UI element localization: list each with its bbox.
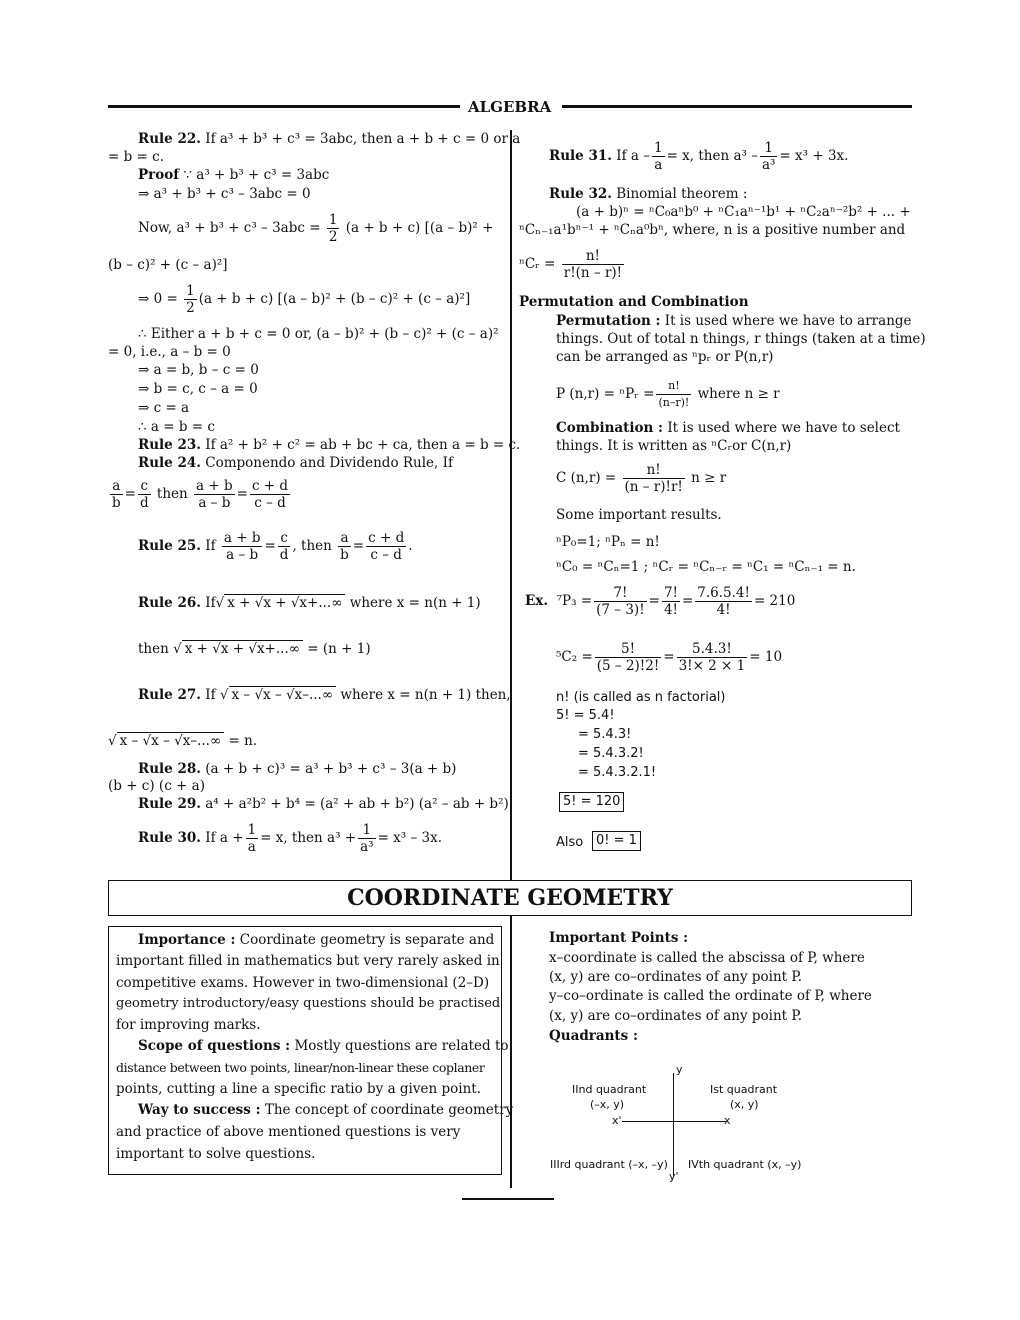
permutation-line-3: can be arranged as ⁿpᵣ or P(n,r) [556,349,774,365]
half-fraction-2: $\frac{1}{2}$ [186,283,195,316]
axis-label-x-prime: x' [612,1114,622,1127]
proof-step-2: Now, a³ + b³ + c³ – 3abc = $\frac{1}{2}$ (a + b + c) [(a – b)² + [138,212,494,245]
scope-line-2: distance between two points, linear/non-linear these coplaner [116,1060,485,1075]
result-2: ⁿC₀ = ⁿCₙ=1 ; ⁿCᵣ = ⁿCₙ₋ᵣ = ⁿC₁ = ⁿCₙ₋₁ = n. [556,559,856,575]
rule-24: Rule 24. Componendo and Dividendo Rule, If [138,455,453,471]
cnr-formula: C (n,r) = $\frac{n!}{(n - r)!r!}$ n ≥ r [556,462,727,495]
footer-rule [462,1198,554,1200]
proof-step-7: ⇒ a = b, b – c = 0 [138,362,259,378]
proof-line: Proof ∵ a³ + b³ + c³ = 3abc [138,167,330,183]
rule-31: Rule 31. If a – $\frac{1}{a}$ = x, then a³ – $\frac{1}{\text{a³}}$ = x³ + 3x. [549,140,849,173]
proof-step-8: ⇒ b = c, c – a = 0 [138,381,258,397]
rule-22-cont: = b = c. [108,149,164,165]
also-label: Also [556,835,584,850]
way-line-3: important to solve questions. [116,1146,316,1162]
header-rule-right [562,105,912,108]
column-divider-top [510,130,512,880]
proof-step-6: = 0, i.e., a – b = 0 [108,344,231,360]
permutation-def: Permutation : It is used where we have to arrange [556,313,912,329]
proof-step-1: ⇒ a³ + b³ + c³ – 3abc = 0 [138,186,311,202]
rule-24-formula: $\frac{a}{b}$ = $\frac{c}{d}$ then $\frac{a + b}{a - b}$ = $\frac{c + d}{c - d}$ [112,478,289,511]
example-2: ⁵C₂ = $\frac{5!}{(5 - 2)!2!}$ = $\frac{5.4.3!}{3!\times 2 \times 1}$ = 10 [556,641,783,674]
pnr-formula: P (n,r) = ⁿPᵣ = $\frac{n!}{(n-r)!}$ where n ≥ r [556,379,780,409]
factorial-4: = 5.4.3.2.1! [578,765,657,780]
proof-step-4: ⇒ 0 = $\frac{1}{2}$ (a + b + c) [(a – b)² + (b – c)² + (c – a)²] [138,283,471,316]
axis-label-y: y [676,1063,683,1076]
factorial-2: = 5.4.3! [578,727,632,742]
point-line-2: (x, y) are co–ordinates of any point P. [549,969,802,985]
axis-label-y-prime: y' [669,1170,679,1183]
section-title-box [108,880,912,916]
header-rule-left [108,105,460,108]
binomial-line-1: (a + b)ⁿ = ⁿC₀aⁿb⁰ + ⁿC₁aⁿ⁻¹b¹ + ⁿC₂aⁿ⁻²b² + ... + [576,204,911,220]
rule-32: Rule 32. Binomial theorem : [549,186,748,202]
rule-23: Rule 23. If a² + b² + c² = ab + bc + ca, then a = b = c. [138,437,521,453]
axis-horizontal [622,1121,726,1122]
way-line-1: Way to success : The concept of coordinate geometry [138,1102,514,1118]
proof-step-9: ⇒ c = a [138,400,190,416]
way-line-2: and practice of above mentioned questions is very [116,1124,461,1140]
factorial-note: n! (is called as n factorial) [556,690,726,705]
point-line-1: x–coordinate is called the abscissa of P, where [549,950,865,966]
importance-line-4: geometry introductory/easy questions should be practised [116,996,501,1011]
factorial-3: = 5.4.3.2! [578,746,644,761]
half-fraction: $\frac{1}{2}$ [328,212,338,245]
rule-29: Rule 29. a⁴ + a²b² + b⁴ = (a² + ab + b²) (a² – ab + b²) [138,796,509,812]
proof-step-5: ∴ Either a + b + c = 0 or, (a – b)² + (b – c)² + (c – a)² [138,326,499,342]
quadrants-title: Quadrants : [549,1028,638,1044]
binomial-line-2: ⁿCₙ₋₁a¹bⁿ⁻¹ + ⁿCₙa⁰bⁿ, where, n is a positive number and [519,222,906,238]
proof-step-10: ∴ a = b = c [138,419,215,435]
boxed-result-2: 0! = 1 [592,831,641,851]
ncr-formula: ⁿCᵣ = $\frac{n!}{r!(n - r)!}$ [519,248,623,281]
point-line-4: (x, y) are co–ordinates of any point P. [549,1008,802,1024]
rule-27: Rule 27. If √ x – √x – √x–...∞ where x = n(n + 1) then, [138,687,511,703]
rule-28: Rule 28. (a + b + c)³ = a³ + b³ + c³ – 3(a + b) [138,761,457,777]
important-points-title: Important Points : [549,930,689,946]
point-line-3: y–co–ordinate is called the ordinate of P, where [549,988,872,1004]
importance-line-1: Importance : Coordinate geometry is separate and [138,932,495,948]
column-divider-bottom [510,916,512,1188]
combination-def: Combination : It is used where we have to select [556,420,900,436]
rule-26-result: then √ x + √x + √x+...∞ = (n + 1) [138,641,371,657]
example-1: Ex. ⁷P₃ = $\frac{7!}{(7 - 3)!}$ = $\frac{7!}{4!}$ = $\frac{7.6.5.4!}{4!}$ = 210 [525,585,796,618]
section-title: COORDINATE GEOMETRY [347,885,673,911]
importance-line-2: important filled in mathematics but very rarely asked in [116,953,500,969]
rule-25: Rule 25. If $\frac{a + b}{a - b}$ = $\frac{c}{d}$ , then $\frac{a}{b}$ = $\frac{c + d}{c - d}$ . [138,530,413,563]
quadrant-1-label: Ist quadrant [710,1083,778,1096]
result-1: ⁿP₀=1; ⁿPₙ = n! [556,534,660,550]
axis-vertical [673,1073,674,1176]
importance-line-3: competitive exams. However in two-dimensional (2–D) [116,975,490,991]
scope-line-3: points, cutting a line a specific ratio by a given point. [116,1081,481,1097]
some-results: Some important results. [556,507,722,523]
permutation-line-2: things. Out of total n things, r things (taken at a time) [556,331,926,347]
rule-22: Rule 22. If a³ + b³ + c³ = 3abc, then a + b + c = 0 or a [138,131,521,147]
page-title: ALGEBRA [468,98,552,116]
rule-30: Rule 30. If a + $\frac{1}{a}$ = x, then a³ + $\frac{1}{\text{a³}}$ = x³ – 3x. [138,822,443,855]
axis-label-x: x [724,1114,731,1127]
boxed-result-1: 5! = 120 [559,792,624,812]
factorial-1: 5! = 5.4! [556,708,615,723]
quadrant-4-label: IVth quadrant (x, –y) [688,1158,802,1171]
importance-line-5: for improving marks. [116,1017,261,1033]
rule-28-cont: (b + c) (c + a) [108,778,205,794]
quadrant-2-label: IInd quadrant [572,1083,647,1096]
proof-step-3: (b – c)² + (c – a)²] [108,257,228,273]
combination-line-2: things. It is written as ⁿCᵣor C(n,r) [556,438,792,454]
quadrant-2-coords: (–x, y) [590,1098,625,1111]
pc-title: Permutation and Combination [519,294,749,310]
scope-line-1: Scope of questions : Mostly questions are related to [138,1038,509,1054]
rule-27-result: √ x – √x – √x–...∞ = n. [108,733,258,749]
quadrant-1-coords: (x, y) [730,1098,759,1111]
rule-26: Rule 26. If√ x + √x + √x+...∞ where x = n(n + 1) [138,595,481,611]
quadrant-3-label: IIIrd quadrant (–x, –y) [550,1158,668,1171]
